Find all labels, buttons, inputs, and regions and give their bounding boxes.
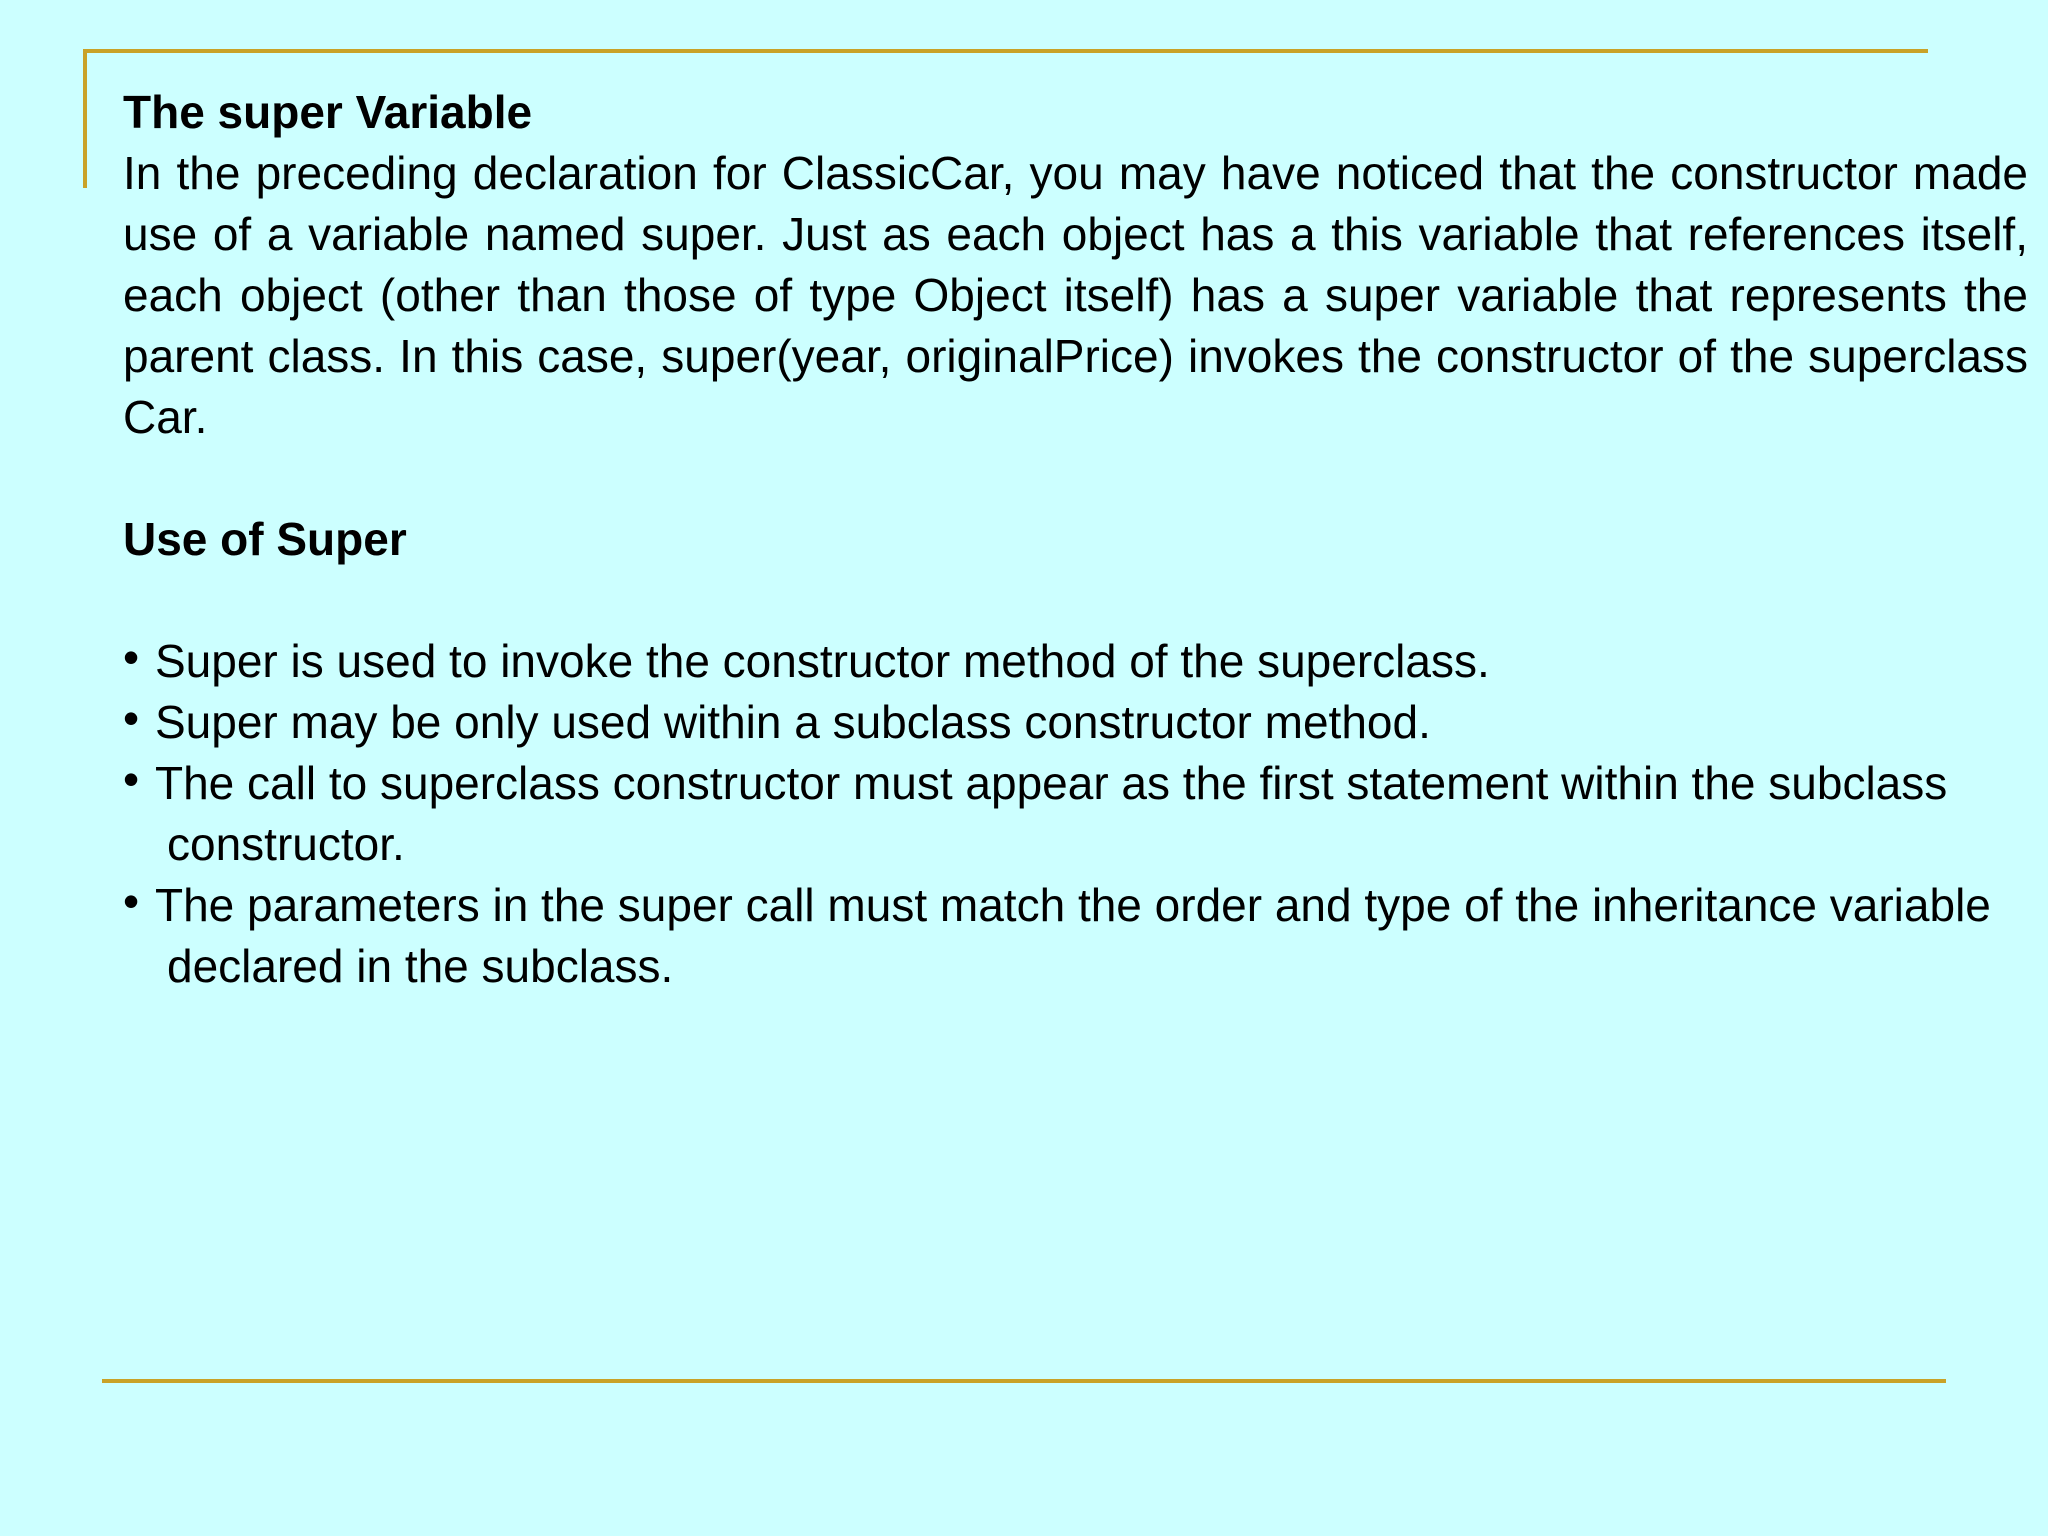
super-variable-paragraph: In the preceding declaration for ClassicCar, you may have noticed that the constructor made use of a variable named super. Just as each object has a this variable that references itself, each object (other than those of type Object itself) has a super variable that represents the parent class. In this case, super(year, originalPrice) invokes the constructor of the superclass Car.: [123, 147, 2028, 443]
list-item-text: Super may be only used within a subclass constructor method.: [155, 696, 1431, 748]
list-item: [123, 875, 2028, 997]
bullet-icon: •: [123, 875, 140, 927]
bullet-icon: •: [123, 631, 140, 683]
use-of-super-list: [123, 631, 2028, 997]
top-accent-rule: [83, 49, 1928, 53]
bottom-accent-rule: [102, 1379, 1946, 1383]
bullet-icon: •: [123, 692, 140, 744]
slide-content: [123, 82, 2028, 997]
list-item: [123, 753, 2028, 875]
section-heading-use-of-super: Use of Super: [123, 513, 407, 565]
list-item: [123, 631, 2028, 692]
left-accent-rule: [83, 49, 87, 188]
spacer: [123, 448, 2028, 509]
list-item: [123, 692, 2028, 753]
spacer: [123, 570, 2028, 631]
bullet-icon: •: [123, 753, 140, 805]
section-heading-super-variable: The super Variable: [123, 86, 533, 138]
list-item-text: The parameters in the super call must match the order and type of the inheritance variable declared in the subclass.: [155, 879, 1991, 992]
list-item-text: The call to superclass constructor must appear as the first statement within the subclass constructor.: [155, 757, 1948, 870]
list-item-text: Super is used to invoke the constructor method of the superclass.: [155, 635, 1490, 687]
